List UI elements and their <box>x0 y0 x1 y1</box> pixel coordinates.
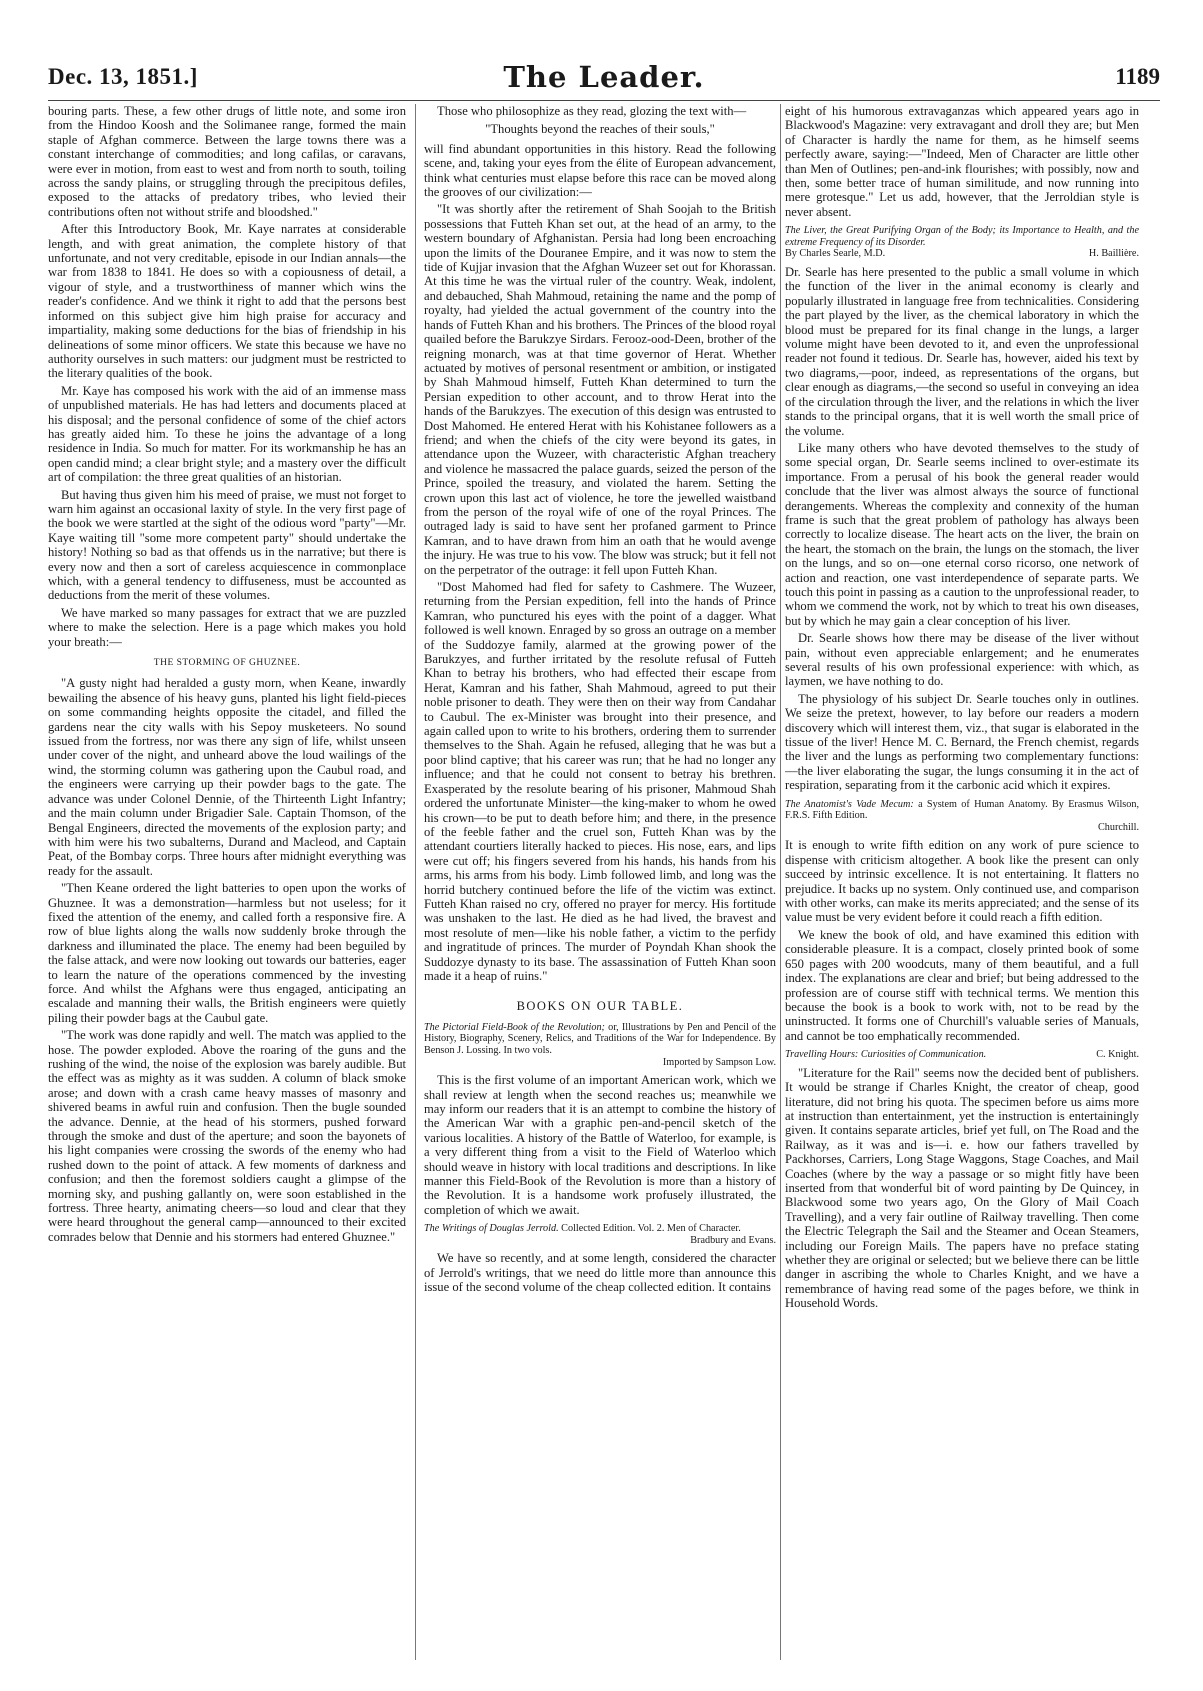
paragraph: "A gusty night had heralded a gusty morn, when Keane, inwardly bewailing the absence of his heavy guns, planted his light field-pieces on some commanding heights opposite the citadel, and filled the gardens near the city walls with his Sepoy musketeers. No sound issued from the fortress, nor was there any sign of life, whilst unseen under cover of the night, and unheard above the loud wailings of the wind, the storming column was gathering upon the Caubul road, and the engineers were carrying up their powder bags to the gate. The advance was under Colonel Dennie, of the Thirteenth Light Infantry; and the main column under Brigadier Sale. Captain Thomson, of the Bengal Engineers, directed the movements of the explosion party; and with him were his two subalterns, Durand and Macleod, and Captain Peat, of the Bombay corps. Three hours after midnight everything was ready for the assault. <box>48 676 406 878</box>
book-title: The Liver, the Great Purifying Organ of the Body; its Importance to Health, and the extreme Frequency of its Disorder. <box>785 225 1139 248</box>
section-heading: BOOKS ON OUR TABLE. <box>516 999 684 1014</box>
book-title: Travelling Hours: Curiosities of Communication. <box>785 1049 987 1061</box>
book-description: Collected Edition. Vol. 2. Men of Character. <box>561 1223 741 1235</box>
paragraph: The physiology of his subject Dr. Searle touches only in outlines. We seize the pretext, however, to lay before our readers a modern discovery which will interest them, viz., that sugar is elaborated in the tissue of the liver! Hence M. C. Bernard, the French chemist, regards the liver and the lungs as performing two complementary functions:—the liver elaborating the sugar, the lungs consuming it in the act of respiration, separating from it the carbonic acid which it expires. <box>785 691 1139 793</box>
column-divider <box>780 104 781 1660</box>
book-title: The Writings of Douglas Jerrold. <box>424 1223 559 1235</box>
verse-quote: "Thoughts beyond the reaches of their souls," <box>485 122 715 137</box>
paragraph: "It was shortly after the retirement of Shah Soojah to the British possessions that Futteh Khan set out, at the head of an army, to the western boundary of Afghanistan. Persia had long been encroaching upon the limits of the Douranee Empire, and it was now to stem the tide of Kujjar invasion that the Afghan Wuzeer set out for Khorassan. At this time he was the virtual ruler of the country. Weak, indolent, and debauched, Shah Mahmoud, retaining the name and the pomp of royalty, had yielded the actual government of the country into the hands of Futteh Khan and his brothers. The Princes of the blood royal quailed before the Barukzye Sirdars. Ferooz-ood-Deen, brother of the reigning monarch, was at that time governor of Herat. Whether actuated by motives of personal resentment or ambition, or instigated by Shah Mahmoud himself, Futteh Khan determined to turn the Persian expedition to other account, and to throw Herat into the hands of the Barukzyes. The execution of this design was entrusted to Dost Mahomed. He entered Herat with his Kohistanee followers as a friend; and when the chiefs of the city were beyond its gates, in attendance upon the Wuzeer, with characteristic Afghan treachery and violence he massacred the palace guards, seized the person of the Prince, spoiled the treasury, and violated the harem. Setting the crown upon this last act of violence, he tore the jewelled waistband from the person of the royal wife of one of the royal Princes. The outraged lady is said to have sent her profaned garment to Prince Kamran, and to have drawn from him an oath that he would avenge the injury. He was true to his vow. The blow was struck; but it fell not on the perpetrator of the outrage: it fell upon Futteh Khan. <box>424 202 776 577</box>
book-entry <box>785 799 1139 834</box>
book-publisher: Bradbury and Evans. <box>690 1234 776 1246</box>
header-rule <box>48 100 1160 101</box>
book-entry <box>424 1022 776 1068</box>
paragraph: "The work was done rapidly and well. The match was applied to the hose. The powder exploded. Above the roaring of the guns and the rushing of the wind, the noise of the explosion was barely audible. But the effect was as mighty as it was sudden. A column of black smoke arose; and down with a crash came heavy masses of masonry and shivered beams in awful ruin and confusion. Then the bugle sounded the advance. Dennie, at the head of his stormers, pushed forward through the smoke and dust of the aperture; and soon the bayonets of his light companies were crossing the swords of the enemy who had rushed down to the point of attack. A few moments of darkness and confusion; and then the foremost soldiers caught a glimpse of the morning sky, and pushing gallantly on, were soon established in the fortress. Three hearty, animating cheers—so loud and clear that they were heard throughout the general camp—announced to their excited comrades below that Dennie and his stormers had entered Ghuznee." <box>48 1028 406 1244</box>
paragraph: Dr. Searle shows how there may be disease of the liver without pain, without even appreciable enlargement; and he enumerates several results of his own professional experience: with which, as laymen, we have nothing to do. <box>785 631 1139 689</box>
book-entry <box>424 1223 776 1246</box>
book-publisher: Imported by Sampson Low. <box>662 1056 776 1068</box>
paragraph: bouring parts. These, a few other drugs of little note, and some iron from the Hindoo Koosh and the Solimanee range, formed the main staple of Afghan commerce. Between the large towns there was a constant interchange of commodities; and long cafilas, or caravans, were ever in motion, from east to west and from north to south, toiling across the sandy plains, or struggling through the precipitous defiles, exposed to the attacks of predatory tribes, who levied their contributions often not without strife and bloodshed." <box>48 104 406 219</box>
paragraph: We have so recently, and at some length, considered the character of Jerrold's writings, that we need do little more than announce this issue of the second volume of the cheap collected edition. It contains <box>424 1251 776 1295</box>
book-publisher: C. Knight. <box>1096 1049 1139 1061</box>
paragraph: This is the first volume of an important American work, which we shall review at length when the second reaches us; meanwhile we may inform our readers that it is an attempt to combine the history of the American War with a graphic pen-and-pencil sketch of the various localities. A history of the Battle of Waterloo, for example, is a very different thing from a visit to the Field of Waterloo which should weave in history with local traditions and descriptions. In like manner this Field-Book of the Revolution is more than a history of the Revolution. It is a handsome work profusely illustrated, the completion of which we await. <box>424 1073 776 1217</box>
extract-heading: THE STORMING OF GHUZNEE. <box>153 658 301 669</box>
book-publisher: H. Baillière. <box>1088 248 1139 260</box>
paragraph: After this Introductory Book, Mr. Kaye narrates at considerable length, and with great animation, the complete history of that unfortunate, and not very creditable, episode in our Indian annals—the war from 1838 to 1841. He does so with a copiousness of detail, a vigour of style, and a trustworthiness of manner which wins the reader's confidence. And we think it right to add that the persons best informed on this subject give him high praise for accuracy and impartiality, making some deductions for the bias of friendship in his delineations of some minor officers. We state this because we have no authority ourselves in such matters: our judgment must be restricted to the literary qualities of the book. <box>48 222 406 381</box>
paragraph: Like many others who have devoted themselves to the study of some special organ, Dr. Searle seems inclined to over-estimate its importance. From a perusal of his book the general reader would conclude that the liver was almost always the source of functional derangements. Whereas the complexity and connexity of the human frame is such that the great problem of pathology has always been correctly to localize disease. The heart acts on the liver, the brain on the heart, the stomach on the brain, the lungs on the stomach, the liver on the lungs, and so on—one eternal corso ricorso, one network of action and reaction, one vast interdependence of separate parts. We touch this point in passing as a caution to the unprofessional reader, to whom we commend the work, not by which to treat his own diseases, but by which he may gain a clear conception of his liver. <box>785 440 1139 628</box>
column-3 <box>785 104 1139 1664</box>
column-2 <box>424 104 776 1664</box>
paragraph: It is enough to write fifth edition on any work of pure science to dispense with criticism altogether. A book like the present can only succeed by intrinsic excellence. It is not entertaining. It flatters no prejudice. It backs up no system. Only continued use, and comparison with other works, can make its merits appreciated; and the sense of its value must be very evident before it could reach a fifth edition. <box>785 838 1139 925</box>
paragraph: We have marked so many passages for extract that we are puzzled where to make the selection. Here is a page which makes you hold your breath:— <box>48 605 406 649</box>
page-header <box>48 58 1160 98</box>
book-entry <box>785 1049 1139 1061</box>
paragraph: eight of his humorous extravaganzas which appeared years ago in Blackwood's Magazine: very extravagant and droll they are; but Men of Character is hardly the name for them, as he himself seems perfectly aware, saying:—"Indeed, Men of Character are little other than Men of Outlines; pen-and-ink flourishes; with possibly, now and then, some better trace of human similitude, and now running into mere grotesque." Let us add, however, that the Jerroldian style is never absent. <box>785 104 1139 219</box>
book-title: The Anatomist's Vade Mecum: <box>785 798 914 810</box>
paragraph: Those who philosophize as they read, glozing the text with— <box>437 104 747 118</box>
paragraph: "Literature for the Rail" seems now the decided bent of publishers. It would be strange if Charles Knight, the creator of cheap, good literature, did not bring his quota. The specimen before us aims more at instruction than entertainment, yet the instruction is entertainingly given. It contains separate articles, brief yet full, on The Road and the Railway, as it was and is—i. e. how our fathers travelled by Packhorses, Carriers, Long Stage Waggons, Stage Coaches, and Mail Coaches (where by the way a passage or so might fitly have been inserted from that wonderful bit of word painting by De Quincey, in Blackwood some two years ago, On the Glory of Mail Coach Travelling), and a very fair outline of Railway travelling. Then come the Electric Telegraph the Sail and the Steamer and Ocean Steamers, including our Foreign Mails. The papers have no preface stating whether they are original or selected; but we believe there can be little danger in ascribing the whole to Charles Knight, and we have a remembrance of having read some of the pages before, we think in Household Words. <box>785 1065 1139 1311</box>
book-description: a System of Human Anatomy. By Erasmus Wilson, F.R.S. Fifth Edition. <box>785 798 1139 822</box>
book-publisher: Churchill. <box>1097 821 1139 833</box>
book-author: By Charles Searle, M.D. <box>785 248 886 260</box>
column-1 <box>48 104 406 1664</box>
paragraph: Dr. Searle has here presented to the public a small volume in which the function of the liver in the animal economy is clearly and popularly illustrated in language free from technicalities. Considering the part played by the liver, as the chemical laboratory in which the blood must be prepared for its final change in the lungs, a larger volume might have been devoted to it, and even the unprofessional reader not found it tedious. Dr. Searle has, however, aided his text by two diagrams,—poor, indeed, as representations of the organs, but clear enough as diagrams,—the second so useful in conveying an idea of the circulation through the liver, and the relations in which the liver stands to the principal organs, that it is well worth the small price of the volume. <box>785 265 1139 438</box>
paragraph: But having thus given him his meed of praise, we must not forget to warn him against an occasional laxity of style. In the very first page of the book we were startled at the sight of the odious word "party"—Mr. Kaye waiting till "some more competent party" should undertake the history! Nothing so bad as that offends us in the narrative; but there is every now and then a sort of careless acquiescence in commonplace which, with a general tendency to diffuseness, must be accounted as deductions from the merit of these volumes. <box>48 487 406 603</box>
paragraph: "Dost Mahomed had fled for safety to Cashmere. The Wuzeer, returning from the Persian expedition, fell into the hands of Prince Kamran, who punctured his eyes with the point of a dagger. What followed is well known. Enraged by so gross an outrage on a member of the Suddozye family, alarmed at the growing power of the Barukzyes, and further irritated by the resolute refusal of Futteh Khan to betray his brothers, who had effected their escape from Herat, Kamran and his father, Shah Mahmoud, agreed to put their noble prisoner to death. They were then on their way from Candahar to Caubul. The ex-Minister was brought into their presence, and again called upon to write to his brothers, ordering them to surrender themselves to the Shah. Again he refused, alleging that he was but a poor blind captive; that his career was run; that he had no longer any influence; and that he could not consent to betray his brethren. Exasperated by the resolute bearing of his prisoner, Mahmoud Shah ordered the unfortunate Minister—the king-maker to whom he owed his crown—to be put to death before him; and there, in the presence of the feeble father and the cruel son, Futteh Khan was by the attendant courtiers literally hacked to pieces. His nose, ears, and lips were cut off; his fingers severed from his hands, his hands from his arms, his arms from his body. Limb followed limb, and long was the horrid butchery continued before the life of the victim was extinct. Futteh Khan raised no cry, offered no prayer for mercy. His fortitude was unshaken to the last. He died as he had lived, the bravest and most resolute of men—like his noble father, a victim to the perfidy and ingratitude of princes. The murder of Poyndah Khan shook the Suddozye dynasty to its base. The assassination of Futteh Khan soon made it a heap of ruins." <box>424 580 776 983</box>
page-number: 1189 <box>1115 64 1160 89</box>
masthead-title: The Leader. <box>503 60 705 94</box>
column-divider <box>415 104 416 1660</box>
paragraph: "Then Keane ordered the light batteries to open upon the works of Ghuznee. It was a demonstration—harmless but not useless; for it fixed the attention of the enemy, and called forth a responsive fire. A row of blue lights along the walls now suddenly broke through the darkness and illuminated the place. The enemy had been beguiled by the false attack, and were now looking out towards our batteries, eager to learn the nature of the operations commenced by the investing force. And whilst the Afghans were thus engaged, anticipating an escalade and manning their walls, the British engineers were quietly piling their powder bags at the Caubul gate. <box>48 881 406 1025</box>
book-entry <box>785 225 1139 260</box>
book-title: The Pictorial Field-Book of the Revolution; <box>424 1021 605 1033</box>
issue-date: Dec. 13, 1851.] <box>48 64 198 89</box>
paragraph: Mr. Kaye has composed his work with the aid of an immense mass of unpublished materials. He has had letters and documents placed at his disposal; and the personal confidence of some of the chief actors has greatly aided him. To these he joins the advantage of a long residence in India. So much for matter. For its workmanship he has an open candid mind; a clear bright style; and a mastery over the difficult art of compilation: the three great qualities of an historian. <box>48 383 406 485</box>
book-description: or, Illustrations by Pen and Pencil of the History, Biography, Scenery, Relics, and Traditions of the War for Independence. By Benson J. Lossing. In two vols. <box>424 1021 776 1056</box>
paragraph: will find abundant opportunities in this history. Read the following scene, and, taking your eyes from the élite of European advancement, think what centuries must elapse before this race can be moved along the grooves of our civilization:— <box>424 141 776 200</box>
paragraph: We knew the book of old, and have examined this edition with considerable pleasure. It is a compact, closely printed book of some 650 pages with 200 woodcuts, many of them beautiful, and a full index. The explanations are clear and brief; but being addressed to the profession are of course stiff with technical terms. We mention this because the book is a book to work with, not to be read by the uninstructed. It forms one of Churchill's valuable series of Manuals, and cannot be too emphatically recommended. <box>785 927 1139 1043</box>
